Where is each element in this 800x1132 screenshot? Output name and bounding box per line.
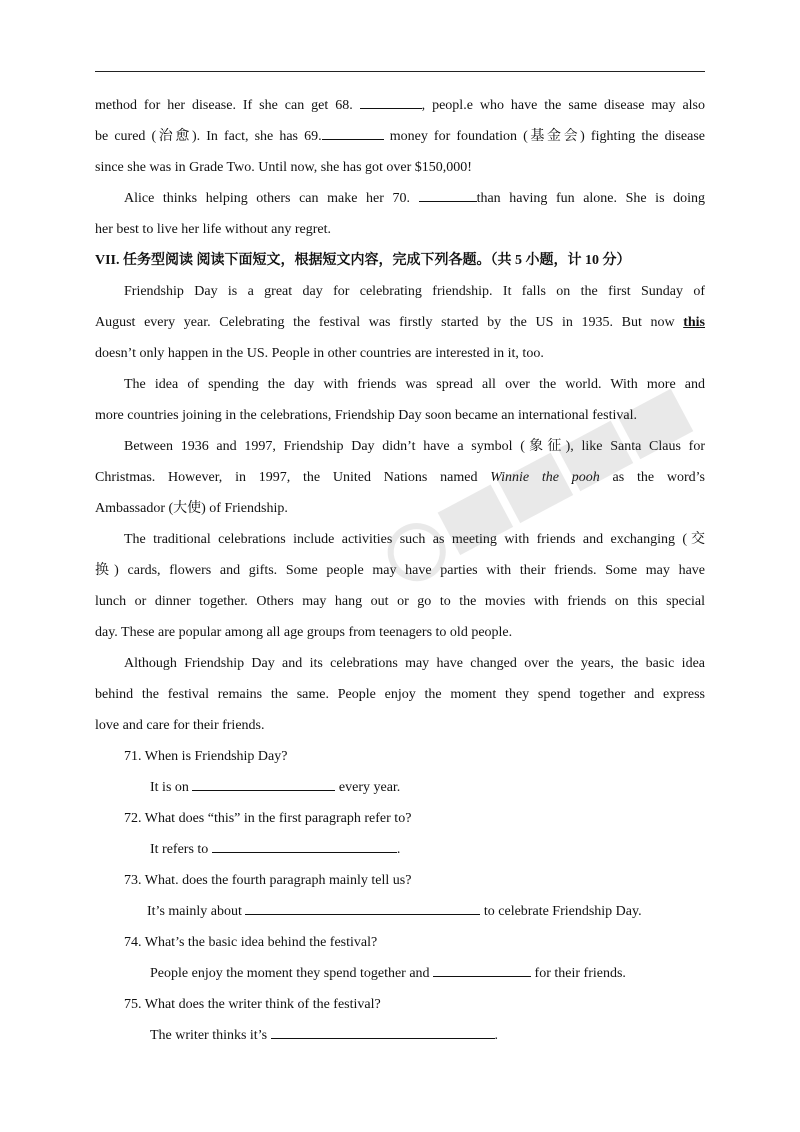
question-75: 75. What does the writer think of the festival? bbox=[124, 997, 381, 1012]
reading-p3-line-1: Between 1936 and 1997, Friendship Day didn’t have a symbol (象征), like Santa Claus for bbox=[124, 439, 705, 454]
reading-p5-line-2: behind the festival remains the same. People enjoy the moment they spend together and express bbox=[95, 687, 705, 702]
p1-line-3: since she was in Grade Two. Until now, she has got over $150,000! bbox=[95, 160, 472, 175]
reading-p1-line-1: Friendship Day is a great day for celebrating friendship. It falls on the first Sunday of bbox=[124, 284, 705, 299]
section-title: VII. 任务型阅读 阅读下面短文，根据短文内容，完成下列各题。（共 5 小题，计 10 分） bbox=[95, 253, 631, 268]
answer-73: It’s mainly about to celebrate Friendship Day. bbox=[95, 900, 705, 931]
header-rule bbox=[95, 71, 705, 72]
question-73: 73. What. does the fourth paragraph mainly tell us? bbox=[124, 873, 412, 888]
answer-72: It refers to . bbox=[95, 838, 705, 869]
blank-75[interactable] bbox=[271, 1024, 495, 1039]
reading-p1-line-2: August every year. Celebrating the festival was firstly started by the US in 1935. But now this bbox=[95, 315, 705, 330]
p2-line-2: her best to live her life without any regret. bbox=[95, 222, 331, 237]
question-74: 74. What’s the basic idea behind the festival? bbox=[124, 935, 378, 950]
blank-74[interactable] bbox=[433, 962, 531, 977]
reading-p2-line-2: more countries joining in the celebrations, Friendship Day soon became an international festival. bbox=[95, 408, 637, 423]
question-72: 72. What does “this” in the first paragraph refer to? bbox=[124, 811, 412, 826]
reading-p5-line-1: Although Friendship Day and its celebrations may have changed over the years, the basic idea bbox=[124, 656, 705, 671]
reading-p4-line-2: 换) cards, flowers and gifts. Some people may have parties with their friends. Some may have bbox=[95, 563, 705, 578]
answer-75: The writer thinks it’s . bbox=[95, 1024, 705, 1055]
document-body bbox=[95, 94, 705, 1055]
blank-70[interactable] bbox=[419, 187, 477, 202]
blank-72[interactable] bbox=[212, 838, 397, 853]
question-71: 71. When is Friendship Day? bbox=[124, 749, 288, 764]
underlined-this: this bbox=[683, 315, 705, 330]
blank-71[interactable] bbox=[192, 776, 335, 791]
p1-line-1: method for her disease. If she can get 68. , peopl.e who have the same disease may also bbox=[95, 94, 705, 125]
reading-p4-line-3: lunch or dinner together. Others may hang out or go to the movies with friends on this special bbox=[95, 594, 705, 609]
reading-p4-line-4: day. These are popular among all age groups from teenagers to old people. bbox=[95, 625, 513, 640]
reading-p3-line-2: Christmas. However, in 1997, the United Nations named Winnie the pooh as the word’s bbox=[95, 470, 705, 485]
answer-74: People enjoy the moment they spend together and for their friends. bbox=[95, 962, 705, 993]
reading-p4-line-1: The traditional celebrations include activities such as meeting with friends and exchanging (交 bbox=[124, 532, 705, 547]
reading-p1-line-3: doesn’t only happen in the US. People in other countries are interested in it, too. bbox=[95, 346, 544, 361]
reading-p5-line-3: love and care for their friends. bbox=[95, 718, 265, 733]
p2-line-1: Alice thinks helping others can make her 70. than having fun alone. She is doing bbox=[95, 187, 705, 218]
blank-68[interactable] bbox=[360, 94, 422, 109]
answer-71: It is on every year. bbox=[95, 776, 705, 807]
blank-69[interactable] bbox=[322, 125, 384, 140]
reading-p3-line-3: Ambassador (大使) of Friendship. bbox=[95, 501, 288, 516]
blank-73[interactable] bbox=[245, 900, 480, 915]
italic-title: Winnie the pooh bbox=[490, 470, 600, 485]
reading-p2-line-1: The idea of spending the day with friends was spread all over the world. With more and bbox=[124, 377, 705, 392]
p1-line-2: be cured (治愈). In fact, she has 69. money for foundation (基金会) fighting the disease bbox=[95, 125, 705, 156]
